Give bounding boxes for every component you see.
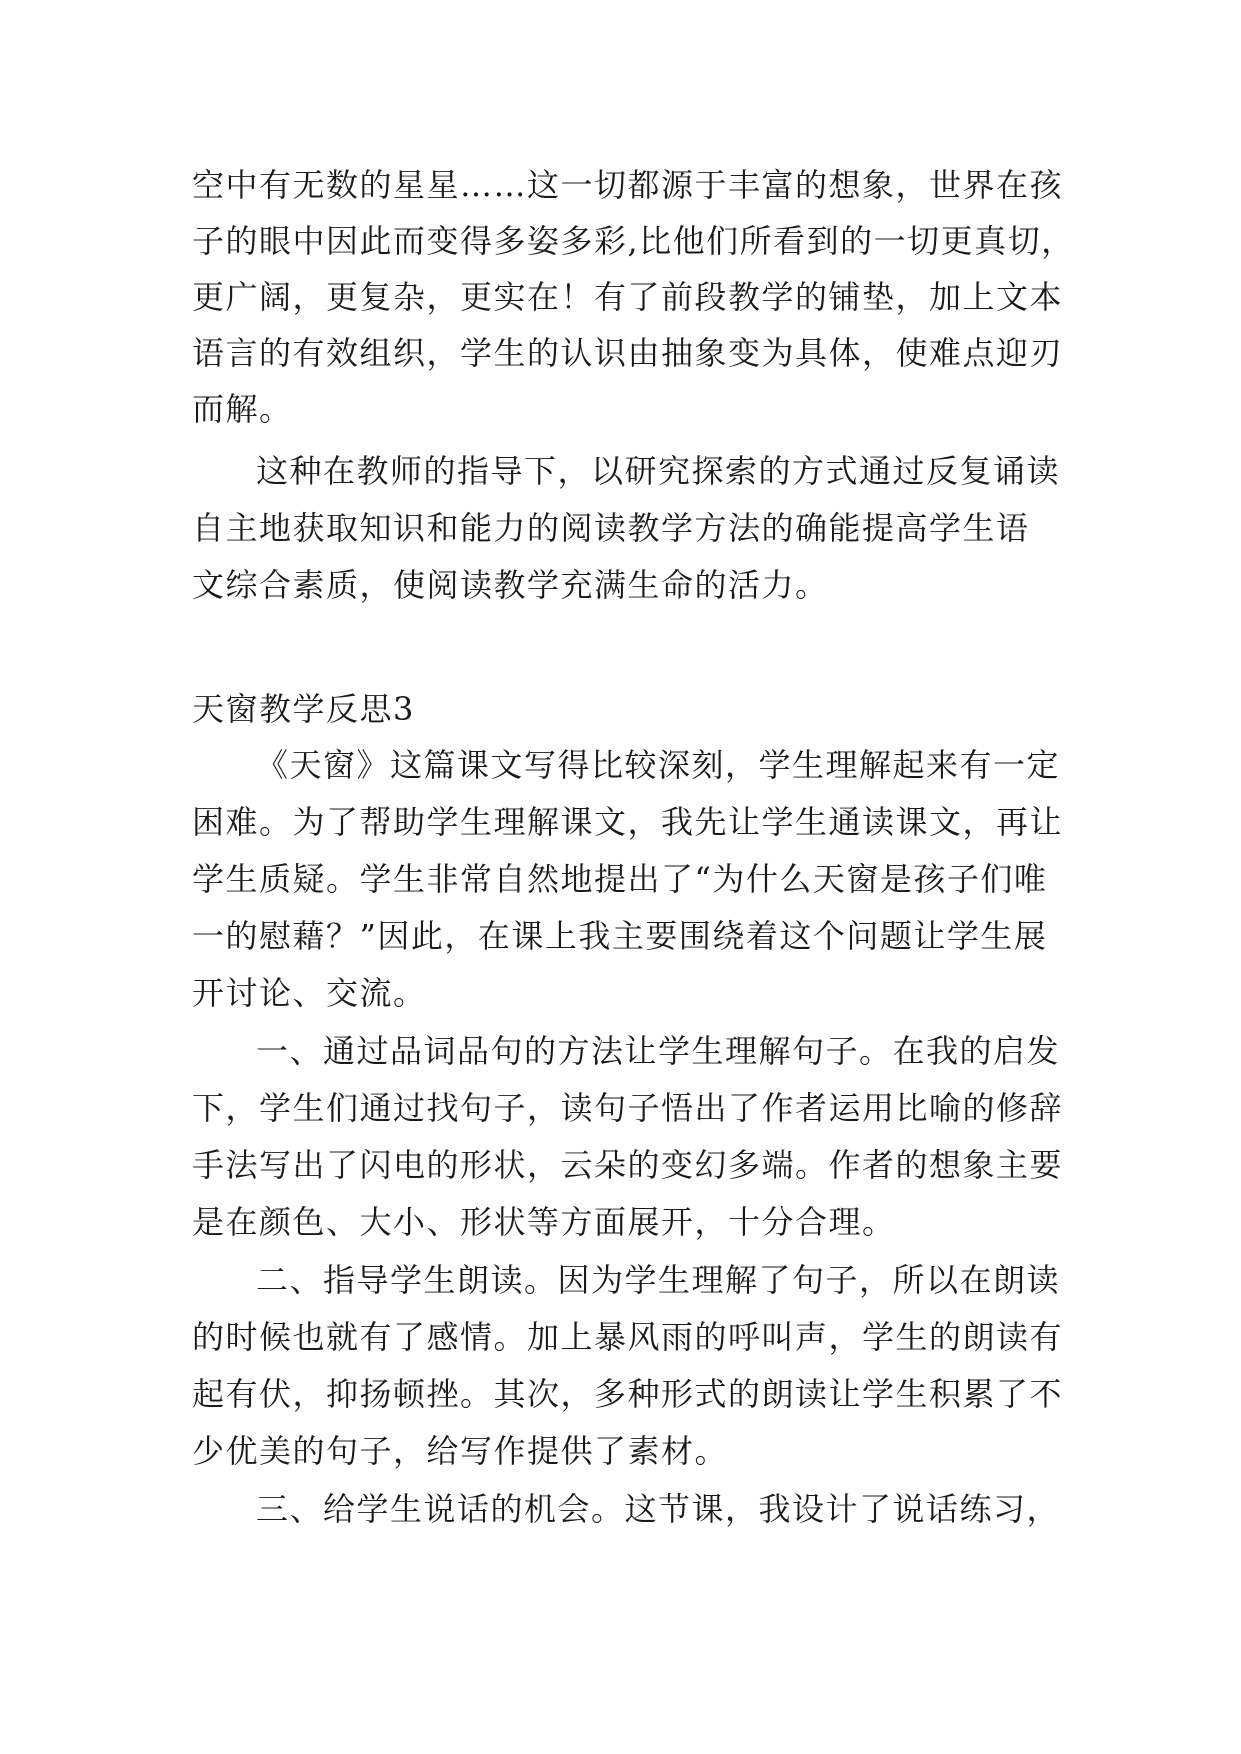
paragraph-1-line-5: 而解。 [192,390,293,428]
paragraph-6-line-1: 三、给学生说话的机会。这节课，我设计了说话练习， [256,1490,1061,1528]
paragraph-3-line-2: 困难。为了帮助学生理解课文，我先让学生通读课文，再让 [192,803,1064,841]
paragraph-4-line-3: 手法写出了闪电的形状，云朵的变幻多端。作者的想象主要 [192,1146,1064,1184]
paragraph-1-line-4: 语言的有效组织，学生的认识由抽象变为具体，使难点迎刃 [192,334,1064,372]
paragraph-4-line-2: 下，学生们通过找句子，读句子悟出了作者运用比喻的修辞 [192,1089,1064,1127]
paragraph-2-line-1: 这种在教师的指导下，以研究探索的方式通过反复诵读 [256,452,1061,490]
paragraph-4-line-1: 一、通过品词品句的方法让学生理解句子。在我的启发 [256,1032,1061,1070]
paragraph-3-line-3: 学生质疑。学生非常自然地提出了“为什么天窗是孩子们唯 [192,860,1048,898]
paragraph-5-line-1: 二、指导学生朗读。因为学生理解了句子，所以在朗读 [256,1261,1061,1299]
paragraph-2-line-3: 文综合素质，使阅读教学充满生命的活力。 [192,566,829,604]
paragraph-1-line-3: 更广阔，更复杂，更实在！有了前段教学的铺垫，加上文本 [192,278,1064,316]
paragraph-5-line-4: 少优美的句子，给写作提供了素材。 [192,1432,729,1470]
paragraph-1-line-2: 子的眼中因此而变得多姿多彩,比他们所看到的一切更真切， [192,222,1075,260]
section-title: 天窗教学反思3 [192,690,415,728]
paragraph-2-line-2: 自主地获取知识和能力的阅读教学方法的确能提高学生语 [192,509,1030,547]
paragraph-1-line-1: 空中有无数的星星……这一切都源于丰富的想象，世界在孩 [192,166,1064,204]
paragraph-3-line-1: 《天窗》这篇课文写得比较深刻，学生理解起来有一定 [256,746,1061,784]
paragraph-4-line-4: 是在颜色、大小、形状等方面展开，十分合理。 [192,1203,896,1241]
paragraph-5-line-3: 起有伏，抑扬顿挫。其次，多种形式的朗读让学生积累了不 [192,1375,1064,1413]
paragraph-5-line-2: 的时候也就有了感情。加上暴风雨的呼叫声，学生的朗读有 [192,1318,1064,1356]
paragraph-3-line-4: 一的慰藉？”因此，在课上我主要围绕着这个问题让学生展 [192,917,1048,955]
paragraph-3-line-5: 开讨论、交流。 [192,974,427,1012]
